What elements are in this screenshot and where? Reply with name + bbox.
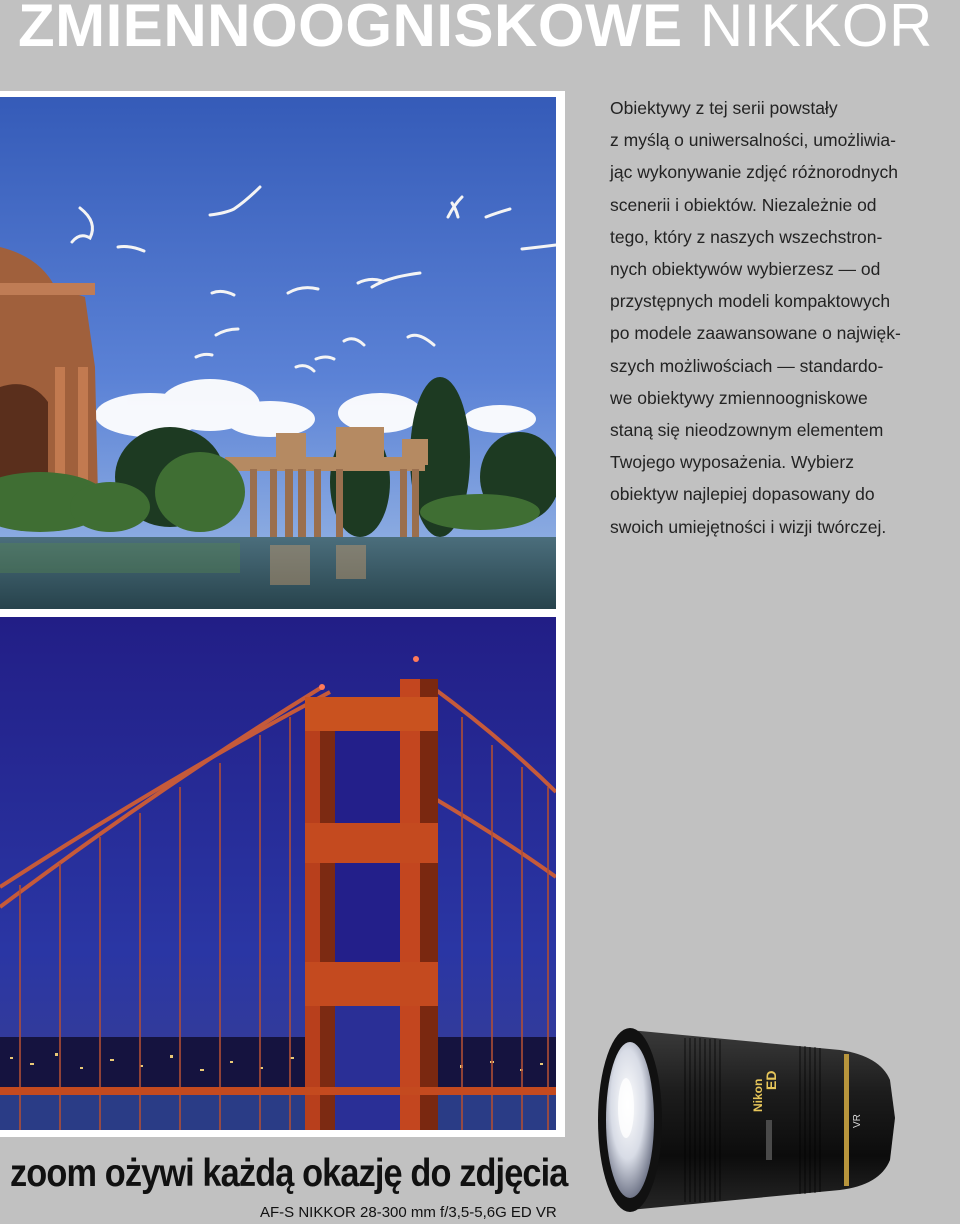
lens-model-caption: AF-S NIKKOR 28-300 mm f/3,5-5,6G ED VR <box>260 1204 557 1221</box>
palace-photo <box>0 97 556 609</box>
intro-line: tego, który z naszych wszechstron- <box>610 226 883 247</box>
lens-vr-label: VR <box>852 1114 863 1128</box>
title-bold: ZMIENNOOGNISKOWE <box>18 0 683 59</box>
intro-line: jąc wykonywanie zdjęć różnorodnych <box>610 162 898 183</box>
intro-line: z myślą o uniwersalności, umożliwia- <box>610 130 896 151</box>
lens-product-image <box>590 1020 920 1221</box>
intro-line: scenerii i obiektów. Niezależnie od <box>610 194 877 215</box>
intro-line: we obiektywy zmiennoogniskowe <box>610 387 868 408</box>
lens-ed-label: ED <box>763 1070 779 1090</box>
page-title <box>18 0 933 58</box>
intro-line: po modele zaawansowane o najwięk- <box>610 323 901 344</box>
intro-line: Obiektywy z tej serii powstały <box>610 98 838 118</box>
intro-line: obiektyw najlepiej dopasowany do <box>610 484 875 505</box>
intro-line: staną się nieodzownym elementem <box>610 420 884 441</box>
intro-line: nych obiektywów wybierzesz — od <box>610 259 881 280</box>
title-light: NIKKOR <box>699 0 933 59</box>
intro-line: przystępnych modeli kompaktowych <box>610 291 891 312</box>
bridge-photo <box>0 617 556 1130</box>
tagline: zoom ożywi każdą okazję do zdjęcia <box>10 1152 568 1195</box>
intro-line: Twojego wyposażenia. Wybierz <box>610 452 854 473</box>
intro-line: swoich umiejętności i wizji twórczej. <box>610 516 887 537</box>
intro-line: szych możliwościach — standardo- <box>610 355 884 376</box>
intro-paragraph <box>610 92 940 543</box>
lens-brand-label: Nikon <box>751 1078 765 1112</box>
